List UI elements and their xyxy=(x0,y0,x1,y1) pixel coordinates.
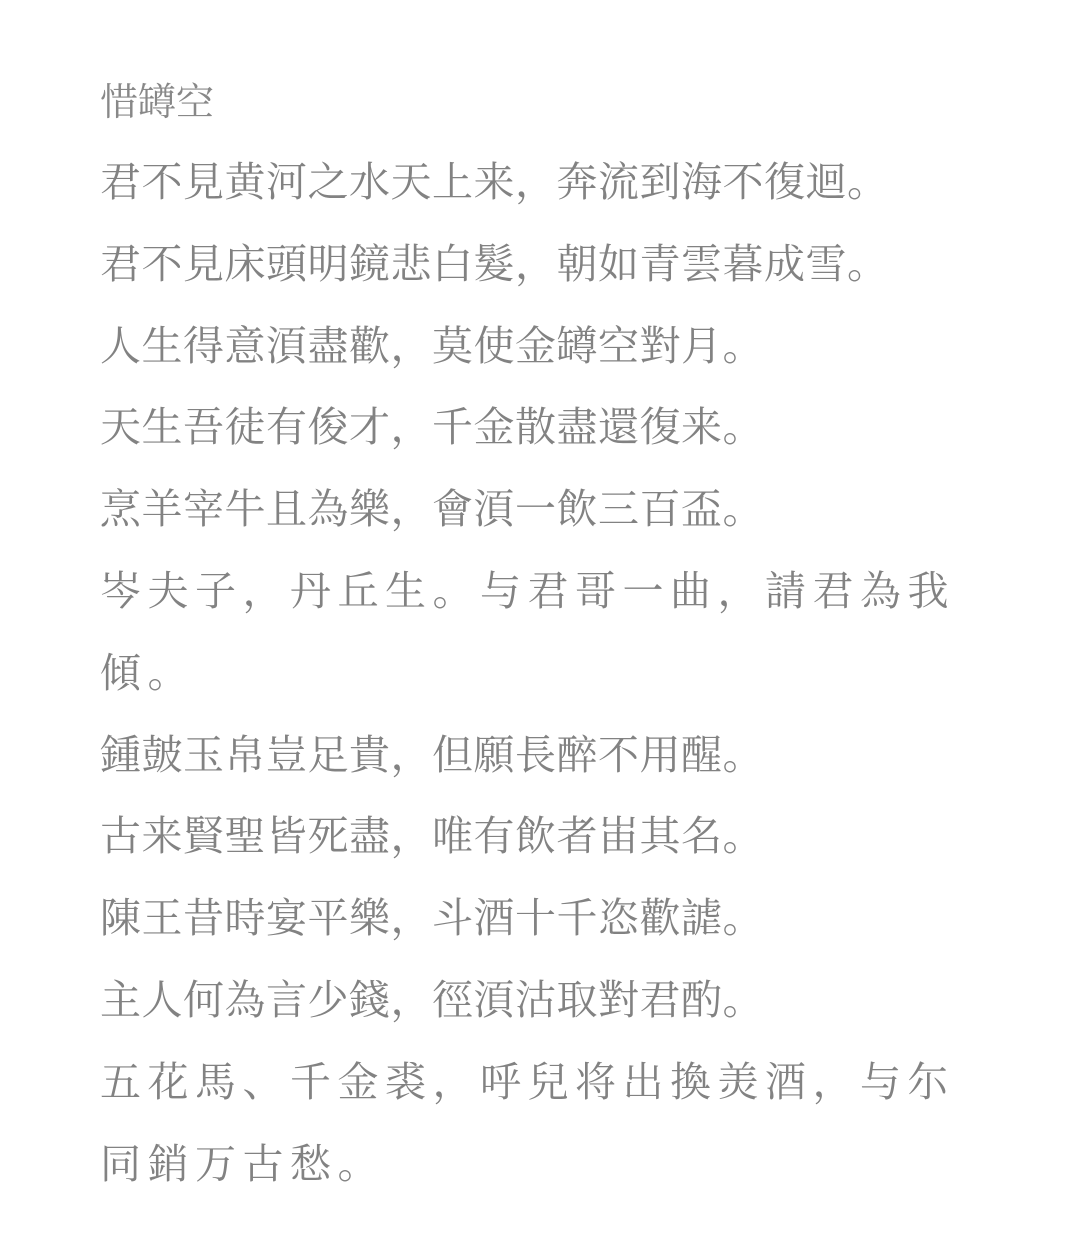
poem-line-11: 五花馬、千金裘，呼兒将出換羙酒，与尓同銷万古愁。 xyxy=(100,1057,955,1188)
poem-line-7: 鍾皷玉帛豈足貴，但願長醉不用醒。 xyxy=(100,730,764,779)
poem-line-5: 烹羊宰牛且為樂，會湏一飲三百盃。 xyxy=(100,485,764,534)
poem-line-9: 陳王昔時宴平樂，斗酒十千恣歡謔。 xyxy=(100,894,764,943)
poem-line-10: 主人何為言少錢，徑湏沽取對君酌。 xyxy=(100,975,764,1024)
poem-line-1: 君不見黄河之水天上来，奔流到海不復迴。 xyxy=(100,158,889,206)
poem-line-4: 天生吾徒有俊才，千金散盡還復来。 xyxy=(100,403,764,452)
poem-title: 惜罇空 xyxy=(100,80,215,124)
poem-line-2: 君不見床頭明鏡悲白髮，朝如青雲暮成雪。 xyxy=(100,239,889,288)
poem-text xyxy=(100,62,1000,1205)
poem-line-6: 岑夫子，丹丘生。与君哥一曲，請君為我傾。 xyxy=(100,566,955,697)
poem-line-3: 人生得意湏盡歡，莫使金罇空對月。 xyxy=(100,321,764,370)
poem-line-8: 古来賢聖皆死盡，唯有飲者峀其名。 xyxy=(100,812,764,861)
